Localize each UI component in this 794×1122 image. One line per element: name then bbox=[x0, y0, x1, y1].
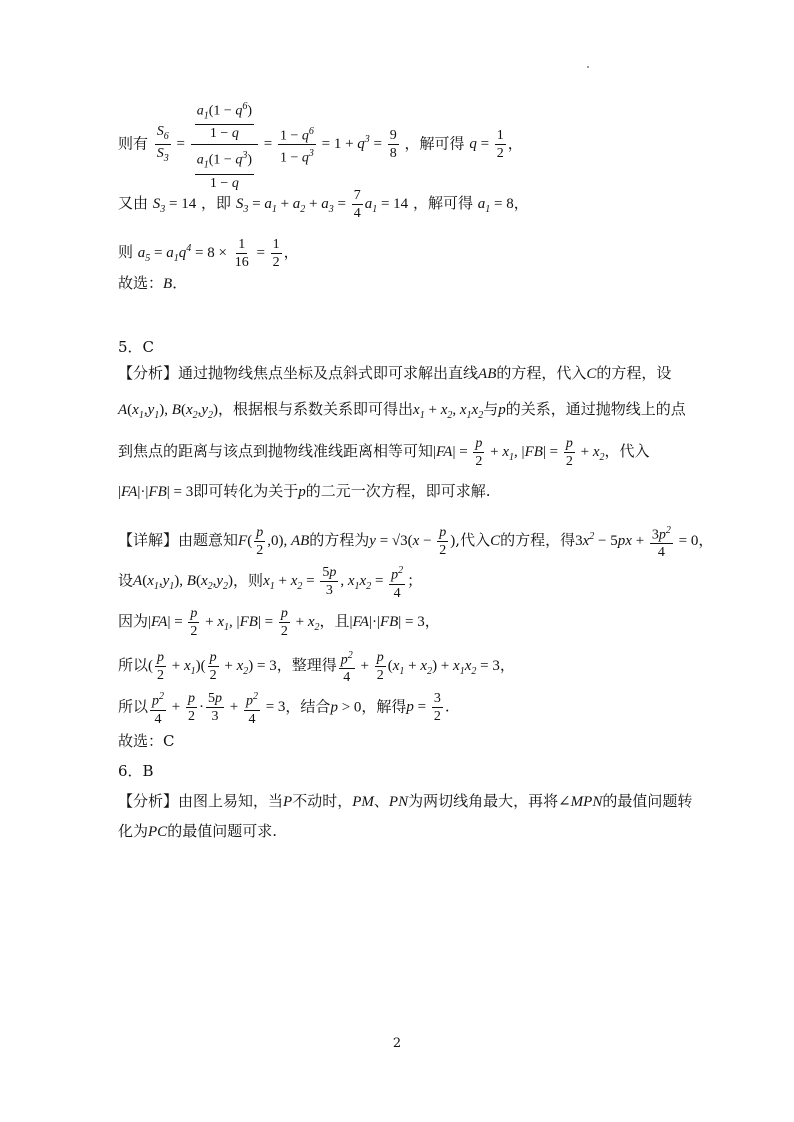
text: 的方程，代入 bbox=[496, 364, 587, 382]
p5-answer bbox=[118, 730, 174, 752]
text: 由图上易知，当 bbox=[178, 792, 284, 810]
text: ，结合 bbox=[285, 697, 331, 716]
text: 则 bbox=[118, 243, 134, 261]
p5-detail-1: 【详解】由题意知F( $\frac{p}{2}$ ,0), AB的方程为y = √3(x − $\frac{p}{2}$ ),代入C的方程，得$3x^2 - 5px$ + $\frac{3p^2}{4}$ = 0， bbox=[118, 518, 713, 561]
text: ，解得 bbox=[361, 697, 407, 716]
text: 代入 bbox=[460, 531, 491, 549]
p5-analysis-3: 到焦点的距离与该点到抛物线准线距离相等可知|FA| = $\frac{p}{2}$ + $x_1$, |FB| = $\frac{p}{2}$ + $x_2$，代入 bbox=[118, 436, 650, 470]
p4-ratio-line: 则有 $\frac{S_6}{S_3}$ = $\frac{\frac{a_1(1 - q^6)}{1 - q}}{\frac{a_1(1 - q^3)}{1 - q}}$ = $\frac{1 - q^6}{1 - q^3}$ = $1 + q^3$ = $\frac{9}{8}$ ，解可得 q = $\frac{1}{2}$ ， bbox=[118, 98, 523, 192]
text: 通过抛物线焦点坐标及点斜式即可求解出直线 bbox=[178, 364, 479, 382]
p5-analysis-1: 【分析】通过抛物线焦点坐标及点斜式即可求解出直线AB的方程，代入C的方程，设 bbox=[118, 364, 672, 382]
text: 化为 bbox=[118, 822, 149, 840]
text: 到焦点的距离与该点到抛物线准线距离相等可知 bbox=[118, 442, 434, 460]
text: 的最值问题可求. bbox=[167, 822, 277, 840]
scan-speck bbox=[587, 66, 589, 68]
text: 【分析】 bbox=[118, 792, 179, 810]
text: 则有 bbox=[118, 134, 149, 153]
text: ，代入 bbox=[604, 442, 650, 460]
text: 为两切线角最大，再将 bbox=[408, 792, 559, 810]
text: 【分析】 bbox=[118, 364, 179, 382]
text: 与 bbox=[483, 400, 499, 418]
p5-detail-2: 设$A(x_1,y_1)$, $B(x_2,y_2)$，则$x_1 + x_2$ = $\frac{5p}{3}$ , $x_1x_2$ = $\frac{p^2}{4}$ ； bbox=[118, 562, 422, 604]
text: 又由 bbox=[118, 194, 149, 212]
text: 即可转化为关于 bbox=[193, 482, 299, 500]
text: 的方程为 bbox=[309, 531, 370, 549]
text: 的关系，通过抛物线上的点 bbox=[505, 400, 686, 418]
p5-title bbox=[118, 336, 154, 358]
text: ，解可得 bbox=[412, 194, 473, 212]
text: 6．B bbox=[118, 762, 154, 780]
text: 的最值问题转 bbox=[602, 792, 693, 810]
text: 故选：C bbox=[118, 732, 175, 750]
p5-detail-3: 因为|FA| = $\frac{p}{2}$ + $x_1$, |FB| = $\frac{p}{2}$ + $x_2$，且|FA|·|FB| = 3， bbox=[118, 606, 440, 640]
text: ，且 bbox=[319, 612, 350, 630]
p4-s3-line: 又由 $S_3 = 14$ ，即 $S_3 = a_1 + a_2 + a_3$ = $\frac{7}{4}$ $a_1 = 14$ ，解可得 $a_1 = 8$， bbox=[118, 188, 529, 222]
p6-analysis-1: 【分析】由图上易知，当P不动时，PM、PN为两切线角最大，再将∠MPN的最值问题转 bbox=[118, 792, 693, 810]
text: 因为 bbox=[118, 612, 149, 630]
text: 不动时， bbox=[292, 792, 353, 810]
text: ，则 bbox=[233, 571, 264, 590]
p6-analysis-2: 化为PC的最值问题可求. bbox=[118, 822, 277, 840]
text: 的方程，设 bbox=[596, 364, 672, 382]
text: 所以 bbox=[118, 656, 149, 674]
p4-a5-line: 则 $a_5 = a_1q^4 = 8$ × $\frac{1}{16}$ = $\frac{1}{2}$ ， bbox=[118, 237, 299, 271]
p6-title bbox=[118, 760, 154, 782]
text: 设 bbox=[118, 571, 134, 590]
p5-analysis-2: $A(x_1,y_1)$, $B(x_2,y_2)$，根据根与系数关系即可得出$x_1 + x_2$, $x_1x_2$与p的关系，通过抛物线上的点 bbox=[118, 400, 686, 421]
text: ，即 bbox=[201, 194, 232, 212]
text: 的二元一次方程，即可求解. bbox=[305, 482, 491, 500]
text: 【详解】 bbox=[118, 531, 179, 549]
text: 5．C bbox=[118, 338, 155, 356]
page-number: 2 bbox=[392, 1036, 402, 1051]
p4-answer: 故选：B． bbox=[118, 274, 188, 292]
text: ，整理得 bbox=[276, 656, 337, 674]
p5-detail-5: 所以 $\frac{p^2}{4}$ + $\frac{p}{2}$ · $\frac{5p}{3}$ + $\frac{p^2}{4}$ = 3，结合p > 0，解得p = $\frac{3}{2}$ . bbox=[118, 688, 450, 728]
p5-analysis-4: |FA|·|FB| = 3即可转化为关于p的二元一次方程，即可求解. bbox=[118, 482, 491, 500]
text: 的方程，得 bbox=[500, 531, 576, 549]
text: ，解可得 bbox=[404, 134, 465, 153]
text: ，根据根与系数关系即可得出 bbox=[218, 400, 414, 418]
text: 由题意知 bbox=[178, 531, 239, 549]
text: 故选： bbox=[118, 274, 164, 292]
text: 所以 bbox=[118, 697, 149, 716]
p5-detail-4: 所以( $\frac{p}{2}$ + $x_1$)( $\frac{p}{2}$ + $x_2) = 3$，整理得 $\frac{p^2}{4}$ + $\frac{p}{2}$ $(x_1 + x_2) + x_1x_2 = 3$， bbox=[118, 646, 515, 691]
